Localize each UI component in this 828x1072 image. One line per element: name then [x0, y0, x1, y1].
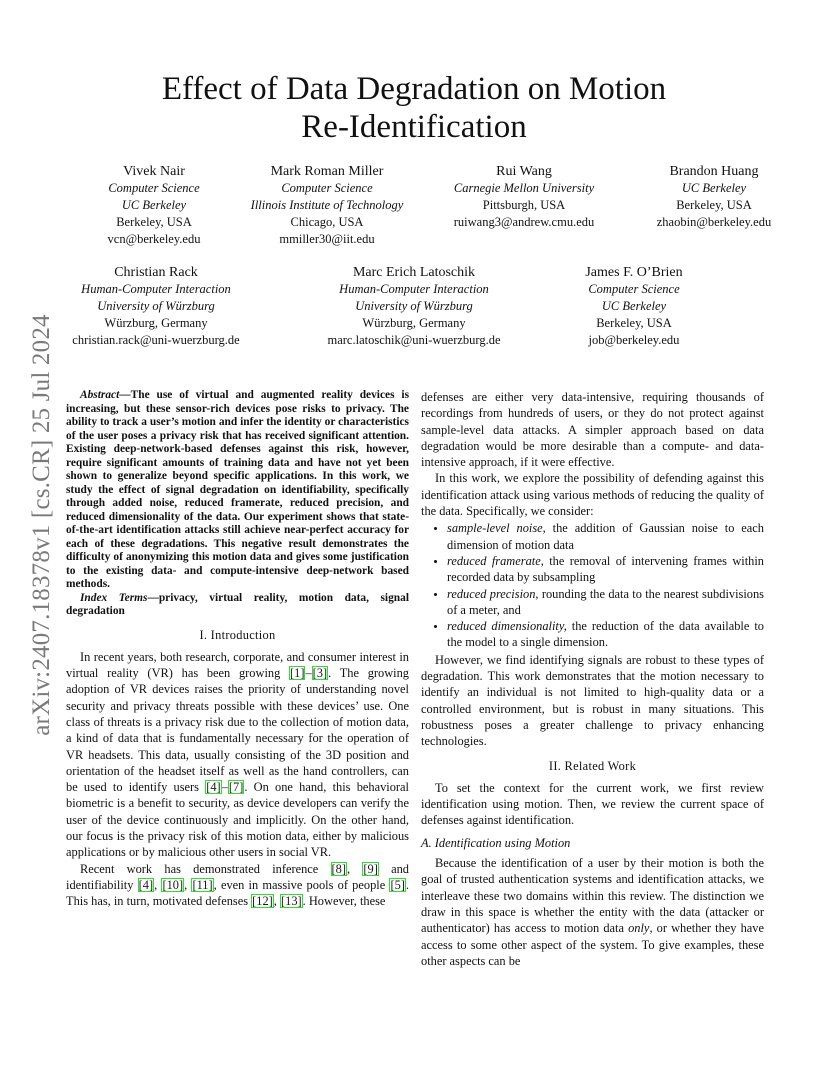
author-location: Berkeley, USA	[116, 215, 192, 229]
list-text: the reduction of the data available to the model to a single dimension.	[447, 619, 764, 650]
emphasis-text: only	[628, 921, 650, 936]
body-paragraph	[421, 855, 764, 969]
title-line: Effect of Data Degradation on Motion	[161, 71, 667, 107]
author-institution: UC Berkeley	[601, 299, 667, 313]
author-email: job@berkeley.edu	[588, 333, 680, 347]
list-item	[447, 586, 764, 619]
author-institution: University of Würzburg	[355, 299, 473, 313]
abstract-label: Abstract	[80, 389, 120, 401]
left-column	[66, 389, 409, 910]
citation-link[interactable]: [4]	[206, 780, 221, 795]
intro-text: ,	[273, 894, 280, 909]
author-email: zhaobin@berkeley.edu	[656, 215, 772, 229]
arxiv-identifier-text: arXiv:2407.18378v1 [cs.CR] 25 Jul 2024	[28, 314, 55, 736]
degradation-list	[421, 520, 764, 650]
intro-text: –	[305, 666, 312, 681]
author-department: Computer Science	[588, 282, 680, 296]
author-block	[94, 163, 214, 248]
citation-link[interactable]: [4]	[138, 877, 154, 892]
author-institution: University of Würzburg	[97, 299, 215, 313]
author-name: James F. O’Brien	[585, 265, 683, 280]
list-item	[447, 520, 764, 553]
author-email: mmiller30@iit.edu	[279, 232, 375, 246]
citation-link[interactable]: [1]	[290, 666, 305, 681]
author-block	[436, 163, 612, 231]
intro-text: . On one hand, this behavioral biometric is a benefit to security, as device developers can verify the user of the device continuously and implicitly. On the other hand, our focus is the privacy risk of this motion data, either by malicious applications or by malicious other users in social VR.	[66, 780, 409, 860]
author-institution: UC Berkeley	[121, 198, 187, 212]
body-paragraph: However, we find identifying signals are robust to these types of degradation. This work demonstrates that the motion necessary to identify an individual is not limited to high-quality data or a controlled environment, but is robust in many situations. This robustness poses a greater challenge to privacy enhancing technologies.	[421, 652, 764, 749]
body-paragraph: In this work, we explore the possibility of defending against this identification attack using various methods of reducing the quality of the data. Specifically, we consider:	[421, 471, 764, 519]
body-text: Because the identification of a user by their motion is both the goal of trusted authentication systems and identification attacks, we interleave these two domains within this review. The distinction we draw in this space is whether the entity with the data (attacker or authenticator) has access to motion data	[421, 856, 764, 936]
citation-link[interactable]: [7]	[228, 780, 244, 795]
list-term: reduced framerate,	[447, 553, 544, 568]
author-department: Computer Science	[281, 181, 373, 195]
paper-title	[100, 70, 728, 146]
list-text: the addition of Gaussian noise to each dimension of motion data	[447, 521, 764, 552]
abstract-text: —The use of virtual and augmented reality devices is increasing, but these sensor-rich devices pose risks to privacy. The ability to track a user’s motion and infer the identity or characteristics of the user poses a privacy risk that has received significant attention. Existing deep-network-based defenses against this risk, however, require significant amounts of training data and have not yet been shown to generalize beyond specific applications. In this work, we study the effect of signal degradation on identifiability, specifically through added noise, reduced framerate, reduced precision, and reduced dimensionality of the data. Our experiment shows that state-of-the-art identification attacks still achieve near-perfect accuracy for each of these degradations. This negative result demonstrates the difficulty of anonymizing this motion data and gives some justification to the existing data- and compute-intensive deep-network based methods.	[66, 389, 409, 590]
author-block	[566, 264, 702, 349]
intro-paragraph	[66, 861, 409, 910]
intro-text: ,	[184, 877, 192, 892]
list-term: sample-level noise,	[447, 521, 546, 536]
list-item	[447, 618, 764, 651]
intro-text: , even in massive pools of people	[213, 877, 390, 892]
author-department: Carnegie Mellon University	[453, 181, 595, 195]
citation-link[interactable]: [5]	[390, 877, 405, 892]
author-block	[630, 163, 798, 231]
author-location: Pittsburgh, USA	[482, 198, 566, 212]
author-name: Brandon Huang	[669, 164, 759, 179]
author-name: Mark Roman Miller	[270, 164, 384, 179]
author-name: Christian Rack	[114, 265, 198, 280]
author-location: Chicago, USA	[290, 215, 364, 229]
author-department: Human-Computer Interaction	[339, 282, 489, 296]
intro-text: –	[221, 780, 228, 795]
author-block	[316, 264, 512, 349]
author-location: Würzburg, Germany	[362, 316, 466, 330]
citation-link[interactable]: [8]	[331, 861, 346, 876]
citation-link[interactable]: [11]	[192, 877, 213, 892]
body-text: , or whether they have access to some other aspect of the system. To give examples, these other aspects can be	[421, 921, 764, 968]
index-terms-label: Index Terms	[80, 591, 148, 604]
citation-link[interactable]: [9]	[363, 861, 378, 876]
author-block	[60, 264, 252, 349]
intro-text: and identifiability	[66, 861, 409, 892]
intro-paragraph	[66, 649, 409, 861]
list-text: rounding the data to the nearest subdivisions of a meter, and	[447, 586, 765, 617]
author-email: ruiwang3@andrew.cmu.edu	[453, 215, 595, 229]
author-department: Human-Computer Interaction	[81, 282, 231, 296]
body-paragraph: To set the context for the current work, we first review identification using motion. Then, we review the current space of defenses against identification.	[421, 780, 764, 828]
author-email: marc.latoschik@uni-wuerzburg.de	[327, 333, 501, 347]
author-department: UC Berkeley	[681, 181, 747, 195]
index-terms-text: —privacy, virtual reality, motion data, signal degradation	[66, 591, 409, 617]
intro-text: . The growing adoption of VR devices raises the priority of understanding novel security and privacy threats possible with these devices’ use. One class of threats is a privacy risk due to the collection of motion data, a kind of data that is fundamentally necessary for the operation of VR headsets. This data, usually consisting of the 3D position and orientation of the headset itself as well as the hand controllers, can be used to identify users	[66, 666, 409, 795]
intro-text: In recent years, both research, corporate, and consumer interest in virtual reality (VR) has been growing	[66, 649, 409, 681]
author-email: christian.rack@uni-wuerzburg.de	[72, 333, 240, 347]
intro-text: Recent work has demonstrated inference	[80, 861, 331, 876]
author-institution: Illinois Institute of Technology	[250, 198, 404, 212]
author-location: Berkeley, USA	[596, 316, 672, 330]
arxiv-identifier	[22, 290, 62, 760]
subsection-heading: A. Identification using Motion	[421, 835, 571, 850]
author-name: Rui Wang	[496, 164, 552, 179]
author-location: Berkeley, USA	[676, 198, 752, 212]
abstract	[66, 389, 409, 592]
intro-text: . However, these	[302, 894, 386, 909]
author-block	[232, 163, 422, 248]
intro-text: . This has, in turn, motivated defenses	[66, 877, 409, 909]
citation-link[interactable]: [10]	[162, 877, 184, 892]
author-department: Computer Science	[108, 181, 200, 195]
section-heading: I. Introduction	[199, 627, 276, 642]
body-paragraph: defenses are either very data-intensive, requiring thousands of recordings from hundreds of users, or they do not protect against sample-level data attacks. A simpler approach based on data degradation would be more desirable than a compute- and data-intensive approach, if it were effective.	[421, 390, 764, 470]
author-location: Würzburg, Germany	[104, 316, 208, 330]
list-item	[447, 553, 764, 586]
citation-link[interactable]: [13]	[281, 894, 302, 909]
list-term: reduced dimensionality,	[447, 619, 567, 634]
citation-link[interactable]: [3]	[312, 666, 328, 681]
list-text: the removal of intervening frames within recorded data by subsampling	[447, 553, 765, 585]
intro-text: ,	[154, 877, 162, 892]
index-terms	[66, 592, 409, 619]
author-name: Vivek Nair	[123, 164, 185, 179]
author-email: vcn@berkeley.edu	[107, 232, 201, 246]
section-heading: II. Related Work	[548, 758, 637, 773]
title-line: Re-Identification	[301, 109, 527, 145]
author-name: Marc Erich Latoschik	[352, 265, 476, 280]
list-term: reduced precision,	[447, 586, 539, 601]
right-column	[421, 389, 764, 969]
intro-text: ,	[347, 861, 363, 876]
citation-link[interactable]: [12]	[252, 894, 273, 909]
